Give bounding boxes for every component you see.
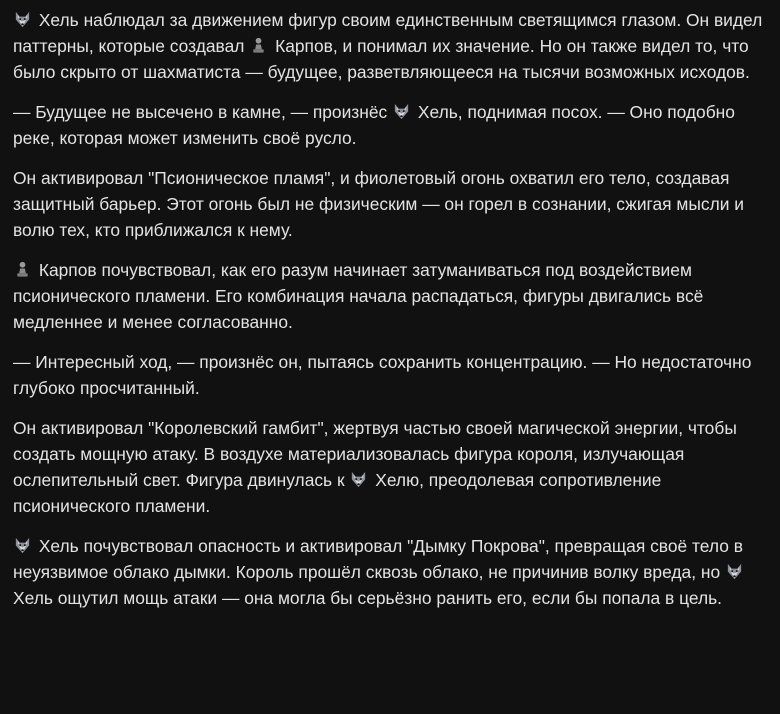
wolf-icon [13, 536, 32, 555]
paragraph-text: Он активировал "Псионическое пламя", и фиолетовый огонь охватил его тело, создавая защитный барьер. Этот огонь был не физическим — он горел в сознании, сжигая мысли и волю тех, кто приближался к нему. [13, 168, 744, 240]
paragraph-text: Хель наблюдал за движением фигур своим единственным светящимся глазом. Он видел паттерны, которые создавал [13, 10, 763, 56]
story-paragraph [13, 165, 764, 243]
chess-pawn-icon [249, 36, 268, 55]
story-paragraph [13, 7, 764, 85]
wolf-icon [725, 562, 744, 581]
paragraph-text: Карпов почувствовал, как его разум начинает затуманиваться под воздействием псионического пламени. Его комбинация начала распадаться, фигуры двигались всё медленнее и менее согласованно. [13, 260, 704, 332]
story-paragraph [13, 257, 764, 335]
paragraph-text: Карпов, и понимал их значение. Но он также видел то, что было скрыто от шахматиста — будущее, разветвляющееся на тысячи возможных исходов. [13, 36, 750, 82]
story-paragraph [13, 349, 764, 401]
paragraph-text: Хелю, преодолевая сопротивление псионического пламени. [13, 470, 662, 516]
paragraph-text: — Будущее не высечено в камне, — произнёс [13, 102, 393, 122]
paragraph-text: Хель ощутил мощь атаки — она могла бы серьёзно ранить его, если бы попала в цель. [13, 588, 722, 608]
paragraph-text: Хель, поднимая посох. — Оно подобно реке, которая может изменить своё русло. [13, 102, 735, 148]
wolf-icon [392, 102, 411, 121]
story-paragraph [13, 533, 764, 611]
wolf-icon [349, 470, 368, 489]
paragraph-text: — Интересный ход, — произнёс он, пытаясь сохранить концентрацию. — Но недостаточно глубоко просчитанный. [13, 352, 752, 398]
chess-pawn-icon [13, 260, 32, 279]
paragraph-text: Он активировал "Королевский гамбит", жертвуя частью своей магической энергии, чтобы создать мощную атаку. В воздухе материализовалась фигура короля, излучающая ослепительный свет. Фигура двинулась к [13, 418, 737, 490]
story-paragraph [13, 99, 764, 151]
paragraph-text: Хель почувствовал опасность и активировал "Дымку Покрова", превращая своё тело в неуязвимое облако дымки. Король прошёл сквозь облако, не причинив волку вреда, но [13, 536, 743, 582]
wolf-icon [13, 10, 32, 29]
story-paragraph [13, 415, 764, 519]
